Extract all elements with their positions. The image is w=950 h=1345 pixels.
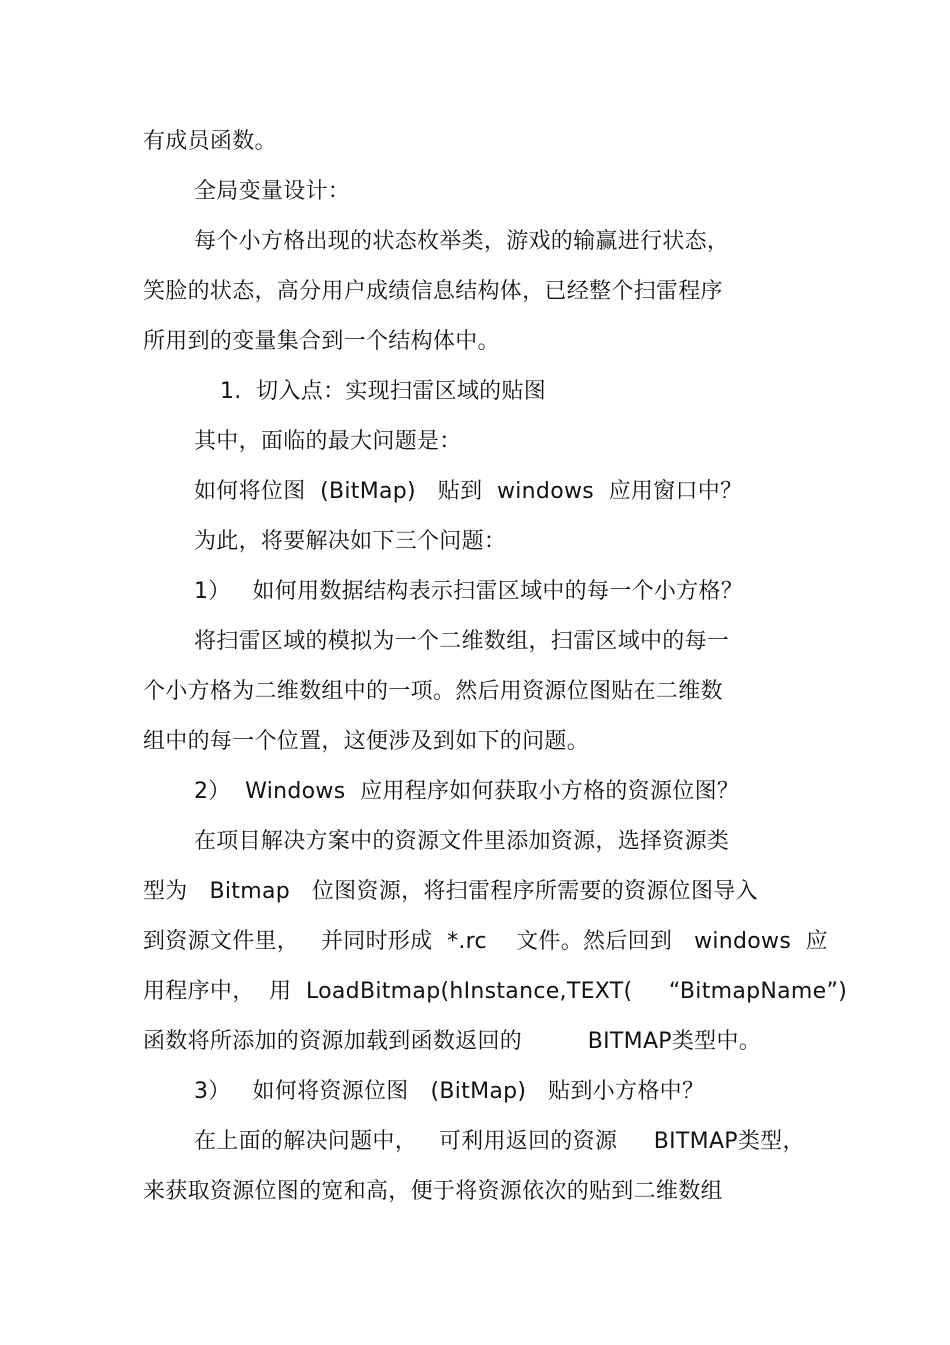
section-heading: 1. 切入点：实现扫雷区域的贴图 [220,379,547,404]
question-item: 3） 如何将资源位图 (BitMap) 贴到小方格中？ [194,1079,705,1104]
text-line: 型为 Bitmap 位图资源，将扫雷程序所需要的资源位图导入 [143,879,758,904]
text-line: 来获取资源位图的宽和高，便于将资源依次的贴到二维数组 [143,1179,723,1204]
text-line: 组中的每一个位置，这便涉及到如下的问题。 [143,729,590,754]
text-line: 在上面的解决问题中， 可利用返回的资源 BITMAP类型， [194,1129,805,1154]
text-line: 个小方格为二维数组中的一项。然后用资源位图贴在二维数 [143,679,723,704]
section-heading: 全局变量设计： [194,179,351,204]
text-line: 用程序中， 用 LoadBitmap(hInstance,TEXT( “BitmapName”) [143,979,848,1004]
text-line: 函数将所添加的资源加载到函数返回的 BITMAP类型中。 [143,1029,762,1054]
text-line: 笑脸的状态，高分用户成绩信息结构体，已经整个扫雷程序 [143,279,723,304]
text-line: 所用到的变量集合到一个结构体中。 [143,329,500,354]
text-line: 有成员函数。 [143,129,277,154]
text-line: 在项目解决方案中的资源文件里添加资源，选择资源类 [194,829,730,854]
text-line: 其中，面临的最大问题是： [194,429,462,454]
text-line: 每个小方格出现的状态枚举类，游戏的输赢进行状态， [194,229,730,254]
text-line: 如何将位图 (BitMap) 贴到 windows 应用窗口中？ [194,479,743,504]
text-line: 为此，将要解决如下三个问题： [194,529,507,554]
text-line: 到资源文件里， 并同时形成 *.rc 文件。然后回到 windows 应 [143,929,828,954]
question-item: 2） Windows 应用程序如何获取小方格的资源位图？ [194,779,740,804]
question-item: 1） 如何用数据结构表示扫雷区域中的每一个小方格？ [194,579,744,604]
text-line: 将扫雷区域的模拟为一个二维数组，扫雷区域中的每一 [194,629,730,654]
